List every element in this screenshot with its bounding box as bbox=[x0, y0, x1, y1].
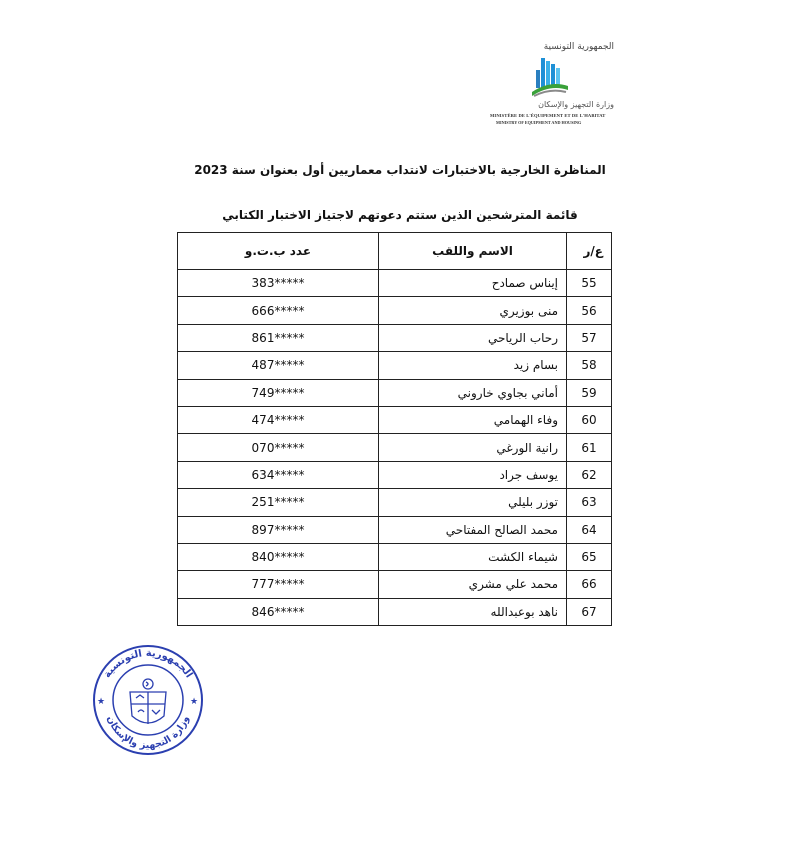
row-name: يوسف جراد bbox=[379, 461, 567, 488]
table-row bbox=[178, 461, 612, 488]
row-name: رانية الورغي bbox=[379, 434, 567, 461]
row-id-number: 474***** bbox=[178, 406, 379, 433]
table-row bbox=[178, 571, 612, 598]
row-id-number: 487***** bbox=[178, 352, 379, 379]
row-number: 57 bbox=[567, 324, 612, 351]
row-name: أماني بجاوي خاروني bbox=[379, 379, 567, 406]
row-number: 60 bbox=[567, 406, 612, 433]
row-id-number: 666***** bbox=[178, 297, 379, 324]
table-row bbox=[178, 516, 612, 543]
table-row bbox=[178, 270, 612, 297]
row-number: 56 bbox=[567, 297, 612, 324]
row-number: 55 bbox=[567, 270, 612, 297]
logo-arabic-text: وزارة التجهيز والإسكان bbox=[538, 100, 614, 109]
row-number: 67 bbox=[567, 598, 612, 625]
document-subtitle: قائمة المترشحين الذين ستتم دعوتهم لاجتياز الاختبار الكتابي bbox=[222, 208, 578, 222]
tunisian-coat-of-arms-icon bbox=[130, 679, 166, 724]
ministry-logo bbox=[486, 42, 614, 130]
row-number: 61 bbox=[567, 434, 612, 461]
header-name: الاسم واللقب bbox=[379, 233, 567, 270]
row-name: منى بوزيري bbox=[379, 297, 567, 324]
logo-top-text: الجمهورية التونسية bbox=[543, 42, 614, 52]
official-stamp bbox=[88, 640, 208, 758]
table-row bbox=[178, 379, 612, 406]
table-row bbox=[178, 598, 612, 625]
row-id-number: 383***** bbox=[178, 270, 379, 297]
row-name: ناهد بوعبدالله bbox=[379, 598, 567, 625]
row-id-number: 846***** bbox=[178, 598, 379, 625]
row-name: محمد الصالح المفتاحي bbox=[379, 516, 567, 543]
table-row bbox=[178, 434, 612, 461]
table-row bbox=[178, 406, 612, 433]
stamp-outer-text: الجمهورية التونسية bbox=[101, 647, 195, 681]
stamp-star-right-icon: ★ bbox=[190, 697, 199, 707]
table-row bbox=[178, 352, 612, 379]
row-number: 62 bbox=[567, 461, 612, 488]
header-number: ع/ر bbox=[567, 233, 612, 270]
row-number: 66 bbox=[567, 571, 612, 598]
row-name: رحاب الرياحي bbox=[379, 324, 567, 351]
table-row bbox=[178, 543, 612, 570]
row-name: وفاء الهمامي bbox=[379, 406, 567, 433]
candidates-table bbox=[177, 232, 612, 626]
svg-text:الجمهورية التونسية bbox=[102, 648, 194, 680]
row-name: محمد علي مشري bbox=[379, 571, 567, 598]
table-row bbox=[178, 297, 612, 324]
document-title: المناظرة الخارجية بالاختبارات لانتداب معماريين أول بعنوان سنة 2023 bbox=[194, 163, 606, 177]
stamp-inner-text: وزارة التجهيز والإسكان bbox=[104, 714, 192, 752]
row-id-number: 634***** bbox=[178, 461, 379, 488]
row-number: 58 bbox=[567, 352, 612, 379]
row-id-number: 070***** bbox=[178, 434, 379, 461]
row-number: 65 bbox=[567, 543, 612, 570]
row-id-number: 861***** bbox=[178, 324, 379, 351]
logo-english-text: MINISTRY OF EQUIPMENT AND HOUSING bbox=[496, 120, 582, 125]
table-row bbox=[178, 489, 612, 516]
row-number: 64 bbox=[567, 516, 612, 543]
row-id-number: 251***** bbox=[178, 489, 379, 516]
row-id-number: 749***** bbox=[178, 379, 379, 406]
row-number: 63 bbox=[567, 489, 612, 516]
row-name: بسام زيد bbox=[379, 352, 567, 379]
table-header-row bbox=[178, 233, 612, 270]
header-id-number: عدد ب.ت.و bbox=[178, 233, 379, 270]
ministry-emblem-icon bbox=[532, 56, 568, 98]
row-id-number: 840***** bbox=[178, 543, 379, 570]
logo-french-text: MINISTÈRE DE L'ÉQUIPEMENT ET DE L'HABITAT bbox=[490, 113, 606, 118]
row-name: شيماء الكشت bbox=[379, 543, 567, 570]
table-row bbox=[178, 324, 612, 351]
row-id-number: 777***** bbox=[178, 571, 379, 598]
stamp-star-left-icon: ★ bbox=[97, 697, 106, 707]
row-name: إيناس صمادح bbox=[379, 270, 567, 297]
row-name: توزر بليلي bbox=[379, 489, 567, 516]
row-number: 59 bbox=[567, 379, 612, 406]
row-id-number: 897***** bbox=[178, 516, 379, 543]
